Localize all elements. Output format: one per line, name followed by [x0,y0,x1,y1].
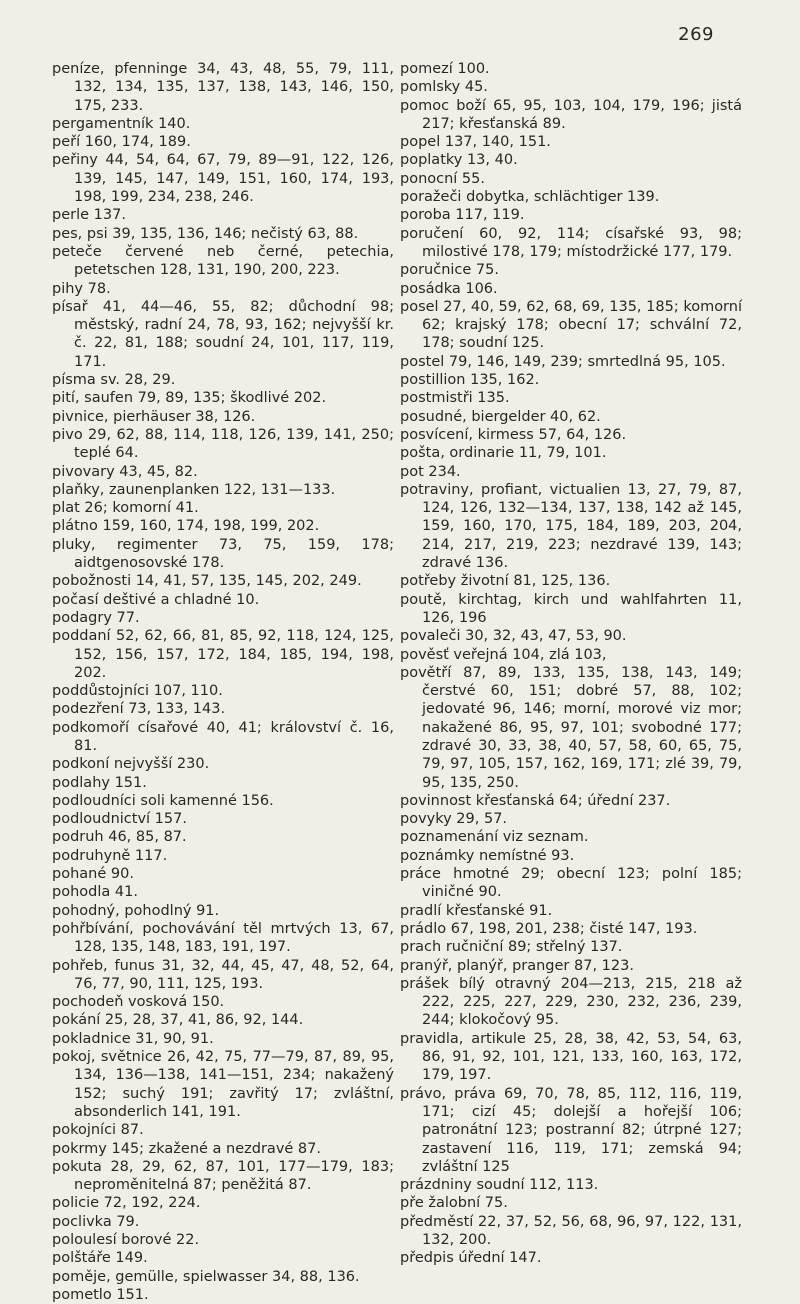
index-entry: pití, saufen 79, 89, 135; škodlivé 202. [52,390,327,407]
index-entry: podkoní nejvyšší 230. [52,756,210,773]
index-column-left [52,60,394,1304]
index-entry: plátno 159, 160, 174, 198, 199, 202. [52,518,320,535]
index-entry: poznamenání viz seznam. [400,829,589,846]
index-entry: pometlo 151. [52,1286,149,1303]
index-entry: pokrmy 145; zkažené a nezdravé 87. [52,1140,321,1157]
index-entry: pihy 78. [52,280,111,297]
index-entry: peří 160, 174, 189. [52,134,191,151]
index-entry: písař 41, 44—46, 55, 82; důchodní 98; městský, radní 24, 78, 93, 162; nejvyšší kr. č. 22, 81, 188; soudní 24, 101, 117, 119, 171. [52,298,394,370]
index-entry: pohodla 41. [52,884,138,901]
index-entry: postillion 135, 162. [400,372,540,389]
index-entry: popel 137, 140, 151. [400,134,551,151]
index-entry: poroba 117, 119. [400,207,525,224]
index-entry: pivo 29, 62, 88, 114, 118, 126, 139, 141, 250; teplé 64. [52,426,394,462]
index-entry: postmistři 135. [400,390,510,407]
index-entry: pes, psi 39, 135, 136, 146; nečistý 63, 88. [52,225,359,242]
index-entry: pohané 90. [52,866,134,883]
index-entry: potraviny, profiant, victualien 13, 27, 79, 87, 124, 126, 132—134, 137, 138, 142 až 145, 159, 160, 170, 175, 184, 189, 203, 204, 214, 217, 219, 223; nezdravé 139, 143; zdravé 136. [400,481,742,572]
index-entry: pohřbívání, pochovávání těl mrtvých 13, 67, 128, 135, 148, 183, 191, 197. [52,920,394,956]
index-entry: povětří 87, 89, 133, 135, 138, 143, 149; čerstvé 60, 151; dobré 57, 88, 102; jedovaté 96, 146; morní, morové viz mor; nakažené 86, 95, 97, 101; svobodné 177; zdravé 30, 33, 38, 40, 57, 58, 60, 65, 75, 79, 97, 105, 157, 162, 169, 171; zlé 39, 79, 95, 135, 250. [400,664,742,791]
index-entry: poddaní 52, 62, 66, 81, 85, 92, 118, 124, 125, 152, 156, 157, 172, 184, 185, 194, 198, 202. [52,628,394,681]
index-entry: polštáře 149. [52,1250,148,1267]
index-entry: prach ručniční 89; střelný 137. [400,939,623,956]
index-entry: prádlo 67, 198, 201, 238; čisté 147, 193. [400,920,698,937]
index-entry: pokuta 28, 29, 62, 87, 101, 177—179, 183; neproměnitelná 87; peněžitá 87. [52,1158,394,1194]
index-entry: podagry 77. [52,609,140,626]
index-entry: potřeby životní 81, 125, 136. [400,573,611,590]
page-number: 269 [678,24,714,45]
index-entry: prázdniny soudní 112, 113. [400,1177,599,1194]
index-entry: policie 72, 192, 224. [52,1195,201,1212]
index-column-right [400,60,742,1268]
index-entry: poznámky nemístné 93. [400,847,575,864]
index-entry: poddůstojníci 107, 110. [52,683,223,700]
index-entry: pohodný, pohodlný 91. [52,902,220,919]
index-entry: peteče červené neb černé, petechia, petetschen 128, 131, 190, 200, 223. [52,243,394,279]
index-entry: pokojníci 87. [52,1122,144,1139]
index-entry: pobožnosti 14, 41, 57, 135, 145, 202, 249. [52,573,362,590]
index-entry: pomoc boží 65, 95, 103, 104, 179, 196; jistá 217; křesťanská 89. [400,97,742,132]
index-entry: peřiny 44, 54, 64, 67, 79, 89—91, 122, 126, 139, 145, 147, 149, 151, 160, 174, 193, 198, 199, 234, 238, 246. [52,152,394,206]
index-entry: pokoj, světnice 26, 42, 75, 77—79, 87, 89, 95, 134, 136—138, 141—151, 234; nakažený 152; suchý 191; zavřitý 17; zvláštní, absonderlich 141, 191. [52,1049,394,1120]
index-entry: poražeči dobytka, schlächtiger 139. [400,189,660,206]
index-entry: povyky 29, 57. [400,811,508,828]
index-entry: plat 26; komorní 41. [52,500,199,517]
index-entry: podruhyně 117. [52,847,168,864]
index-entry: pradlí křesťanské 91. [400,902,553,919]
index-entry: pluky, regimenter 73, 75, 159, 178; aidtgenosovské 178. [52,536,394,572]
index-entry: podloudníci soli kamenné 156. [52,792,274,809]
index-entry: poutě, kirchtag, kirch und wahlfahrten 11, 126, 196 [400,591,742,626]
index-entry: prášek bílý otravný 204—213, 215, 218 až 222, 225, 227, 229, 230, 232, 236, 239, 244; klokočový 95. [400,975,742,1029]
index-entry: práce hmotné 29; obecní 123; polní 185; viničné 90. [400,866,742,901]
index-entry: poměje, gemülle, spielwasser 34, 88, 136. [52,1268,360,1285]
index-entry: poručnice 75. [400,262,499,279]
index-entry: posádka 106. [400,280,498,297]
index-entry: pergamentník 140. [52,115,191,132]
index-entry: poručení 60, 92, 114; císařské 93, 98; milostivé 178, 179; místodržické 177, 179. [400,225,742,260]
index-entry: ponocní 55. [400,170,485,187]
index-entry: pokladnice 31, 90, 91. [52,1030,214,1047]
index-entry: pivovary 43, 45, 82. [52,463,198,480]
index-entry: poplatky 13, 40. [400,152,518,169]
index-entry: předměstí 22, 37, 52, 56, 68, 96, 97, 122, 131, 132, 200. [400,1213,742,1248]
index-entry: posudné, biergelder 40, 62. [400,408,601,425]
index-entry: pravidla, artikule 25, 28, 38, 42, 53, 54, 63, 86, 91, 92, 101, 121, 133, 160, 163, 172, 179, 197. [400,1030,742,1084]
index-entry: pohřeb, funus 31, 32, 44, 45, 47, 48, 52, 64, 76, 77, 90, 111, 125, 193. [52,957,394,992]
index-entry: podkomoří císařové 40, 41; království č. 16, 81. [52,719,394,754]
index-entry: perle 137. [52,207,126,224]
index-entry: pošta, ordinarie 11, 79, 101. [400,445,607,462]
index-entry: podloudnictví 157. [52,811,187,828]
index-entry: pověsť veřejná 104, zlá 103, [400,646,607,663]
index-entry: posel 27, 40, 59, 62, 68, 69, 135, 185; komorní 62; krajský 178; obecní 17; schvální 72, 178; soudní 125. [400,298,742,352]
index-entry: předpis úřední 147. [400,1250,542,1267]
index-entry: pranýř, planýř, pranger 87, 123. [400,957,634,974]
index-entry: podruh 46, 85, 87. [52,829,187,846]
index-entry: písma sv. 28, 29. [52,372,176,389]
index-entry: peníze, pfenninge 34, 43, 48, 55, 79, 111, 132, 134, 135, 137, 138, 143, 146, 150, 175, 233. [52,61,394,114]
index-entry: pot 234. [400,463,461,480]
index-entry: pomlsky 45. [400,79,488,96]
index-entry: poclivka 79. [52,1213,140,1230]
index-entry: pomezí 100. [400,61,490,77]
index-entry: poloulesí borové 22. [52,1232,200,1248]
index-entry: povaleči 30, 32, 43, 47, 53, 90. [400,628,627,645]
index-entry: posvícení, kirmess 57, 64, 126. [400,426,627,443]
index-entry: postel 79, 146, 149, 239; smrtedlná 95, 105. [400,353,726,370]
index-entry: pochodeň vosková 150. [52,994,225,1011]
index-entry: právo, práva 69, 70, 78, 85, 112, 116, 119, 171; cizí 45; dolejší a hořejší 106; patronátní 123; postranní 82; útrpné 127; zastavení 116, 119, 171; zemská 94; zvláštní 125 [400,1085,742,1175]
index-entry: podlahy 151. [52,774,147,791]
index-entry: plaňky, zaunenplanken 122, 131—133. [52,481,336,498]
index-entry: povinnost křesťanská 64; úřední 237. [400,792,671,809]
index-entry: počasí deštivé a chladné 10. [52,591,260,608]
index-entry: pokání 25, 28, 37, 41, 86, 92, 144. [52,1012,304,1029]
index-entry: pře žalobní 75. [400,1195,508,1212]
index-entry: pivnice, pierhäuser 38, 126. [52,408,256,425]
index-entry: podezření 73, 133, 143. [52,701,226,718]
